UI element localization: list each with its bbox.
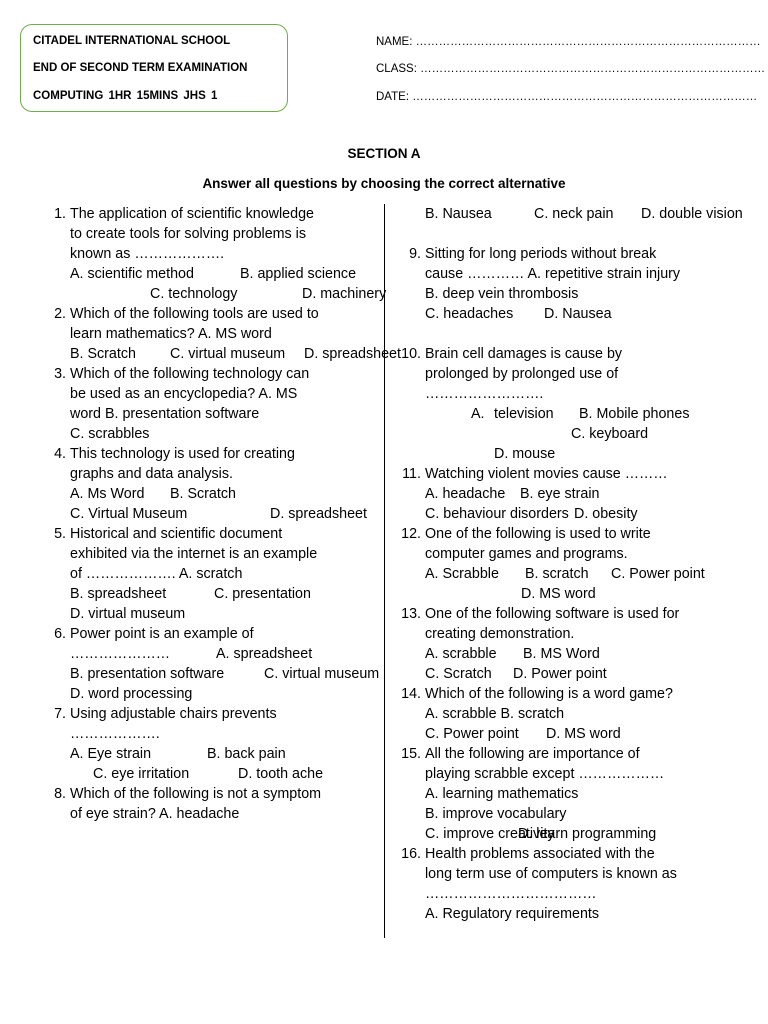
question-1: 1. The application of scientific knowledge to create tools for solving problems is known as ………………. A. scientific method B. applied science C. technology D. machinery (54, 206, 387, 302)
option-a[interactable]: A. Ms Word (70, 486, 145, 502)
option-a[interactable]: A. (471, 406, 485, 422)
option-d[interactable]: D. Nausea (544, 306, 612, 322)
question-13: 13. One of the following software is used for creating demonstration. A. scrabble B. MS Word C. Scratch D. Power point (401, 606, 680, 682)
option-d[interactable]: D. spreadsheet (304, 346, 401, 362)
option-c[interactable]: C. virtual museum (170, 346, 286, 362)
option-b[interactable]: B. applied science (240, 266, 357, 282)
question-text: Health problems associated with the long term use of computers is known as ……………………………… (425, 846, 677, 902)
question-text: Sitting for long periods without break cause ………… (425, 246, 657, 282)
section-title: SECTION A (347, 146, 421, 161)
option-c[interactable]: C. Scratch (425, 666, 492, 682)
option-a[interactable]: A. learning mathematics (425, 786, 579, 802)
option-b[interactable]: B. eye strain (520, 486, 600, 502)
option-c[interactable]: C. technology (150, 286, 238, 302)
question-14: 14. Which of the following is a word game? A. scrabble B. scratch C. Power point D. MS word (401, 686, 673, 742)
option-d[interactable]: D. Power point (513, 666, 607, 682)
option-b[interactable]: B. back pain (207, 746, 286, 762)
option-c[interactable]: C. Power point (425, 726, 519, 742)
name-field[interactable]: NAME: ……………………………………………………………………………… (376, 36, 761, 48)
option-b[interactable]: B. presentation software (104, 406, 260, 422)
instructions: Answer all questions by choosing the correct alternative (202, 176, 566, 191)
option-c[interactable]: C. behaviour disorders (425, 506, 569, 522)
question-7: 7. Using adjustable chairs prevents ………………. A. Eye strain B. back pain C. eye irritation D. tooth ache (54, 706, 324, 782)
question-text: One of the following software is used for creating demonstration. (425, 606, 680, 642)
question-text: Which of the following technology can be used as an encyclopedia? (70, 366, 310, 402)
question-10: 10. Brain cell damages is cause by prolonged by prolonged use of ……………………. A. television B. Mobile phones C. keyboard D. mouse (401, 346, 690, 462)
option-b[interactable]: B. MS Word (523, 646, 600, 662)
option-b[interactable]: B. Scratch (70, 346, 136, 362)
option-c[interactable]: C. keyboard (571, 426, 649, 442)
option-c[interactable]: C. eye irritation (93, 766, 190, 782)
column-divider (384, 204, 385, 938)
question-8: 8. Which of the following is not a symptom of eye strain? A. headache (54, 786, 322, 822)
question-text: This technology is used for creating graphs and data analysis. (70, 446, 295, 482)
option-d[interactable]: D. spreadsheet (270, 506, 367, 522)
option-a[interactable]: A. Scrabble (425, 566, 499, 582)
school-name: CITADEL INTERNATIONAL SCHOOL (33, 35, 231, 47)
option-b[interactable]: B. improve vocabulary (425, 806, 567, 822)
option-b[interactable]: B. deep vein thrombosis (425, 286, 579, 302)
option-a[interactable]: A. headache (159, 806, 240, 822)
option-a[interactable]: A. scratch (178, 566, 243, 582)
option-c[interactable]: C. Power point (611, 566, 705, 582)
option-b[interactable]: B. scratch (525, 566, 589, 582)
question-text: Historical and scientific document exhibited via the internet is an example of ………………. (70, 526, 318, 582)
option-d[interactable]: D. tooth ache (238, 766, 324, 782)
option-c[interactable]: C. scrabbles (70, 426, 150, 442)
option-c[interactable]: C. improve creativity (425, 826, 555, 842)
date-field[interactable]: DATE: ……………………………………………………………………………… (376, 91, 758, 103)
option-c[interactable]: C. headaches (425, 306, 514, 322)
question-text: All the following are importance of playing scrabble except ……………… (425, 746, 665, 782)
option-b[interactable]: B. presentation software (70, 666, 225, 682)
option-a[interactable]: A. scrabble (425, 646, 497, 662)
question-text: Using adjustable chairs prevents ………………. (70, 706, 277, 742)
option-a[interactable]: A. MS word (197, 326, 272, 342)
option-b[interactable]: B. scratch (500, 706, 565, 722)
left-column (46, 204, 401, 824)
question-12: 12. One of the following is used to write computer games and programs. A. Scrabble B. scratch C. Power point D. MS word (401, 526, 705, 602)
option-d[interactable]: D. MS word (546, 726, 621, 742)
option-a[interactable]: A. spreadsheet (216, 646, 313, 662)
option-c[interactable]: C. presentation (214, 586, 311, 602)
option-b[interactable]: B. spreadsheet (70, 586, 167, 602)
option-b[interactable]: B. Scratch (170, 486, 236, 502)
question-15: 15. All the following are importance of playing scrabble except ……………… A. learning mathematics B. improve vocabulary C. improve creativity D. learn programming (401, 746, 665, 842)
question-text: The application of scientific knowledge to create tools for solving problems is known as ………………. (70, 206, 314, 262)
option-a[interactable]: A. scientific method (70, 266, 194, 282)
option-a-text: television (494, 406, 554, 422)
option-d[interactable]: D. mouse (494, 446, 556, 462)
question-text: Power point is an example of ………………… (70, 626, 254, 662)
option-c[interactable]: C. Virtual Museum (70, 506, 188, 522)
option-d[interactable]: D. word processing (70, 686, 193, 702)
option-d[interactable]: D. learn programming (518, 826, 657, 842)
option-c[interactable]: C. virtual museum (264, 666, 380, 682)
question-text: Brain cell damages is cause by prolonged by prolonged use of ……………………. (425, 346, 623, 402)
question-6: 6. Power point is an example of ………………… A. spreadsheet B. presentation software C. virtual museum D. word processing (54, 626, 380, 702)
option-c[interactable]: C. neck pain (534, 206, 614, 222)
option-b[interactable]: B. Nausea (425, 206, 492, 222)
question-2: 2. Which of the following tools are used to learn mathematics? A. MS word B. Scratch C. virtual museum D. spreadsheet (54, 306, 401, 362)
question-text: Which of the following tools are used to learn mathematics? (70, 306, 319, 342)
option-d[interactable]: D. double vision (641, 206, 743, 222)
option-a[interactable]: A. repetitive strain injury (527, 266, 681, 282)
exam-title: END OF SECOND TERM EXAMINATION (33, 62, 248, 74)
option-d[interactable]: D. virtual museum (70, 606, 186, 622)
option-d[interactable]: D. obesity (574, 506, 638, 522)
class-field[interactable]: CLASS: ……………………………………………………………………………… (376, 63, 766, 75)
right-column (401, 204, 743, 924)
question-9: 9. Sitting for long periods without break cause ………… A. repetitive strain injury B. deep vein thrombosis C. headaches D. Nausea (409, 246, 681, 322)
question-text: Which of the following is not a symptom of eye strain? (70, 786, 322, 822)
option-a[interactable]: A. Regulatory requirements (425, 906, 600, 922)
question-text: One of the following is used to write computer games and programs. (425, 526, 651, 562)
question-text: Watching violent movies cause ……… (425, 466, 668, 482)
option-d[interactable]: D. machinery (302, 286, 387, 302)
option-a[interactable]: A. headache (425, 486, 506, 502)
option-a[interactable]: A. scrabble (425, 706, 497, 722)
option-b[interactable]: B. Mobile phones (579, 406, 690, 422)
option-d[interactable]: D. MS word (521, 586, 596, 602)
question-3: 3. Which of the following technology can be used as an encyclopedia? A. MS word B. presentation software C. scrabbles (46, 364, 328, 444)
question-4: 4. This technology is used for creating graphs and data analysis. A. Ms Word B. Scratch C. Virtual Museum D. spreadsheet (54, 446, 367, 522)
option-a[interactable]: A. Eye strain (70, 746, 152, 762)
option-a[interactable]: A. MS word (70, 386, 298, 422)
question-5: 5. Historical and scientific document exhibited via the internet is an example of ………………. A. scratch B. spreadsheet C. presentation D. virtual museum (46, 524, 328, 624)
question-text: Which of the following is a word game? (425, 686, 673, 702)
question-8-continued (401, 204, 743, 244)
subject-line: COMPUTING 1HR 15MINS JHS 1 (33, 90, 218, 102)
question-16: 16. Health problems associated with the long term use of computers is known as ……………………………… A. Regulatory requirements (401, 844, 683, 924)
question-11: 11. Watching violent movies cause ……… A. headache B. eye strain C. behaviour disorders D. obesity (402, 466, 668, 522)
